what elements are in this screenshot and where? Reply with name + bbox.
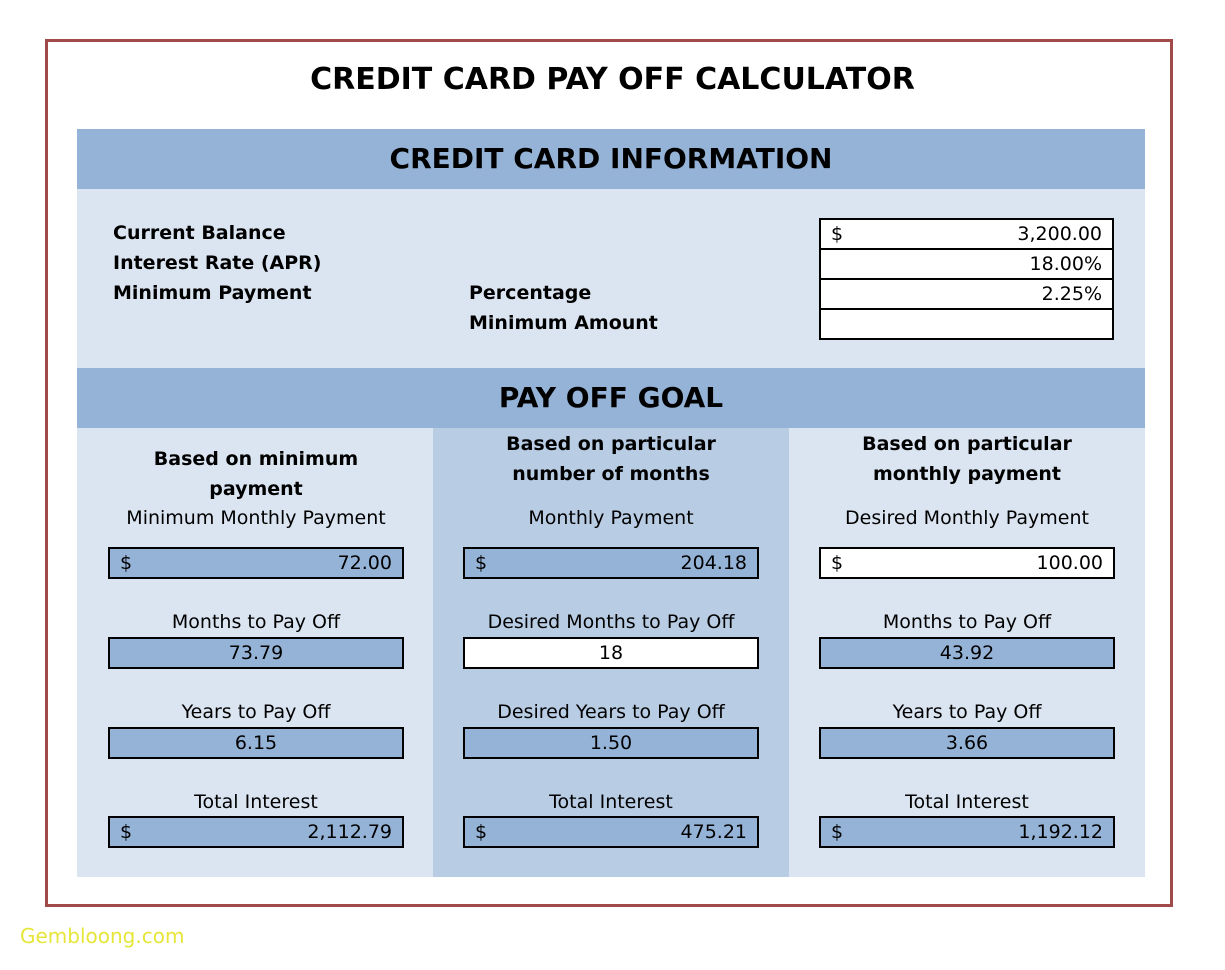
interest-output xyxy=(819,816,1115,848)
column-heading: Based on particular monthly payment xyxy=(862,433,1072,485)
payment-output xyxy=(108,547,404,579)
info-section-header: CREDIT CARD INFORMATION xyxy=(77,129,1145,189)
page-title: CREDIT CARD PAY OFF CALCULATOR xyxy=(310,62,915,97)
interest-output xyxy=(463,816,759,848)
column-heading: Based on minimum payment xyxy=(153,448,359,500)
payment-label: Minimum Monthly Payment xyxy=(126,507,386,529)
payment-value: 100.00 xyxy=(1036,552,1103,574)
watermark: Gembloong.com xyxy=(20,924,185,948)
currency-symbol: $ xyxy=(120,821,133,843)
years-output xyxy=(819,727,1115,759)
interest-rate-field[interactable] xyxy=(819,250,1114,280)
current-balance-value: 3,200.00 xyxy=(1017,223,1102,245)
interest-label: Total Interest xyxy=(194,791,318,813)
current-balance-field[interactable] xyxy=(819,218,1114,250)
months-value: 73.79 xyxy=(228,642,284,664)
interest-output xyxy=(108,816,404,848)
months-output xyxy=(108,637,404,669)
payment-value: 72.00 xyxy=(337,552,392,574)
minimum-payment-label: Minimum Payment xyxy=(113,282,312,304)
years-value: 6.15 xyxy=(234,732,278,754)
percentage-value: 2.25% xyxy=(1041,283,1102,305)
currency-symbol: $ xyxy=(475,821,488,843)
currency-symbol: $ xyxy=(831,821,844,843)
years-label: Desired Years to Pay Off xyxy=(497,701,725,723)
percentage-field[interactable] xyxy=(819,280,1114,310)
interest-value: 2,112.79 xyxy=(307,821,392,843)
interest-label: Total Interest xyxy=(549,791,673,813)
currency-symbol: $ xyxy=(831,552,844,574)
months-value: 43.92 xyxy=(939,642,995,664)
years-label: Years to Pay Off xyxy=(181,701,331,723)
interest-value: 475.21 xyxy=(680,821,747,843)
currency-symbol: $ xyxy=(120,552,133,574)
interest-rate-value: 18.00% xyxy=(1029,253,1102,275)
payment-label: Monthly Payment xyxy=(528,507,694,529)
desired-payment-input[interactable] xyxy=(819,547,1115,579)
currency-symbol: $ xyxy=(831,223,844,245)
payment-label: Desired Monthly Payment xyxy=(845,507,1089,529)
years-value: 1.50 xyxy=(589,732,633,754)
interest-value: 1,192.12 xyxy=(1018,821,1103,843)
minimum-amount-label: Minimum Amount xyxy=(469,312,658,334)
payment-value: 204.18 xyxy=(680,552,747,574)
months-label: Months to Pay Off xyxy=(882,611,1052,633)
goal-section-header: PAY OFF GOAL xyxy=(77,368,1145,428)
months-label: Desired Months to Pay Off xyxy=(487,611,735,633)
interest-rate-label: Interest Rate (APR) xyxy=(113,252,322,274)
years-output xyxy=(108,727,404,759)
minimum-amount-field[interactable] xyxy=(819,310,1114,340)
months-output xyxy=(819,637,1115,669)
column-heading: Based on particular number of months xyxy=(506,433,716,485)
months-label: Months to Pay Off xyxy=(171,611,341,633)
payment-output xyxy=(463,547,759,579)
years-label: Years to Pay Off xyxy=(892,701,1042,723)
years-value: 3.66 xyxy=(945,732,989,754)
currency-symbol: $ xyxy=(475,552,488,574)
current-balance-label: Current Balance xyxy=(113,222,286,244)
months-value: 18 xyxy=(598,642,624,664)
years-output xyxy=(463,727,759,759)
percentage-label: Percentage xyxy=(469,282,592,304)
desired-months-input[interactable] xyxy=(463,637,759,669)
interest-label: Total Interest xyxy=(905,791,1029,813)
